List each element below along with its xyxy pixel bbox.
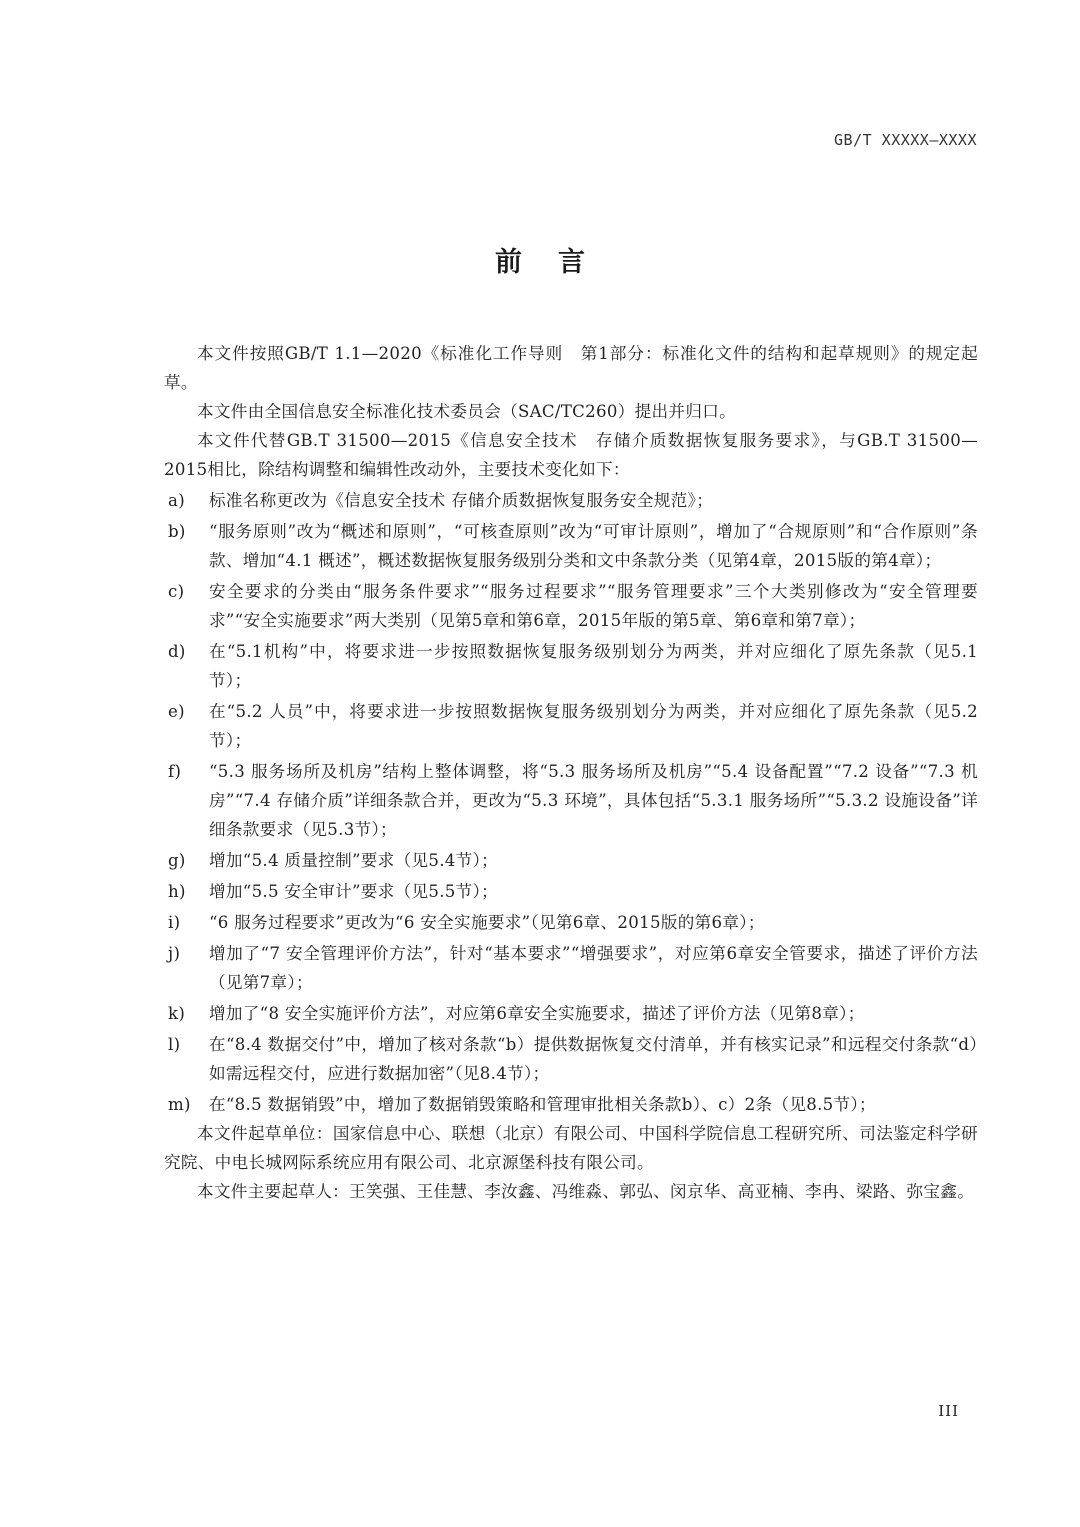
foreword-body [164,339,978,1206]
list-item [164,939,978,997]
list-item [164,517,978,575]
list-item-label: i) [168,913,181,932]
list-item-text: 在“5.1机构”中，将要求进一步按照数据恢复服务级别划分为两类，并对应细化了原先条款（见5.1节）； [209,642,978,690]
list-item [164,577,978,635]
list-item-label: l) [168,1035,181,1054]
standard-code: GB/T XXXXX—XXXX [834,131,977,149]
list-item-text: 增加了“7 安全管理评价方法”，针对“基本要求”“增强要求”，对应第6章安全管要求，描述了评价方法（见第7章）； [209,944,978,992]
list-item [164,637,978,695]
list-item-text: 在“5.2 人员”中，将要求进一步按照数据恢复服务级别划分为两类，并对应细化了原先条款（见5.2节）； [209,702,978,750]
list-item [164,846,978,875]
drafters-paragraph: 本文件主要起草人：王笑强、王佳慧、李汝鑫、冯维淼、郭弘、闵京华、高亚楠、李冉、梁路、弥宝鑫。 [197,1182,975,1201]
list-item [164,697,978,755]
intro-paragraph: 本文件按照GB/T 1.1—2020《标准化工作导则 第1部分：标准化文件的结构和起草规则》的规定起草。 [164,344,978,392]
list-item-label: f) [168,762,182,781]
list-item-label: e) [168,702,185,721]
list-item-label: h) [168,882,186,901]
intro-paragraph: 本文件由全国信息安全标准化技术委员会（SAC/TC260）提出并归口。 [197,402,737,421]
list-item [164,908,978,937]
list-item-text: 安全要求的分类由“服务条件要求”“服务过程要求”“服务管理要求”三个大类别修改为“安全管理要求”“安全实施要求”两大类别（见第5章和第6章，2015年版的第5章、第6章和第7章）； [209,582,978,630]
list-item-text: “6 服务过程要求”更改为“6 安全实施要求”（见第6章、2015版的第6章）； [209,913,765,932]
list-item [164,757,978,844]
list-item [164,1090,978,1119]
list-item-label: m) [168,1095,191,1114]
list-item-label: a) [168,491,185,510]
list-item-text: 标准名称更改为《信息安全技术 存储介质数据恢复服务安全规范》； [209,491,714,510]
intro-paragraph: 本文件代替GB.T 31500—2015《信息安全技术 存储介质数据恢复服务要求》，与GB.T 31500—2015相比，除结构调整和编辑性改动外，主要技术变化如下： [164,431,978,479]
drafting-units-paragraph: 本文件起草单位：国家信息中心、联想（北京）有限公司、中国科学院信息工程研究所、司法鉴定科学研究院、中电长城网际系统应用有限公司、北京源堡科技有限公司。 [164,1124,978,1172]
page-title: 前言 [495,247,621,278]
list-item-label: d) [168,642,186,661]
list-item-label: b) [168,522,186,541]
list-item-text: “服务原则”改为“概述和原则”，“可核查原则”改为“可审计原则”，增加了“合规原则”和“合作原则”条款、增加“4.1 概述”，概述数据恢复服务级别分类和文中条款分类（见第4章，2015版的第4章）； [209,522,978,570]
list-item [164,877,978,906]
list-item-label: c) [168,582,185,601]
list-item-label: g) [168,851,186,870]
list-item [164,999,978,1028]
list-item [164,486,978,515]
list-item-text: 增加“5.4 质量控制”要求（见5.4节）； [209,851,499,870]
page-number: III [938,1402,959,1420]
list-item-text: “5.3 服务场所及机房”结构上整体调整，将“5.3 服务场所及机房”“5.4 设备配置”“7.2 设备”“7.3 机房”“7.4 存储介质”详细条款合并，更改为“5.3 环境”，具体包括“5.3.1 服务场所”“5.3.2 设施设备”详细条款要求（见5.3节）； [209,762,978,839]
list-item-text: 在“8.4 数据交付”中，增加了核对条款“b）提供数据恢复交付清单，并有核实记录”和远程交付条款“d）如需远程交付，应进行数据加密”（见8.4节）； [209,1035,978,1083]
list-item [164,1030,978,1088]
list-item-label: j) [168,944,181,963]
list-item-text: 增加“5.5 安全审计”要求（见5.5节）； [209,882,499,901]
list-item-text: 增加了“8 安全实施评价方法”，对应第6章安全实施要求，描述了评价方法（见第8章）； [209,1004,865,1023]
list-item-label: k) [168,1004,186,1023]
changes-list [164,486,978,1119]
list-item-text: 在“8.5 数据销毁”中，增加了数据销毁策略和管理审批相关条款b）、c）2条（见8.5节）； [209,1095,876,1114]
